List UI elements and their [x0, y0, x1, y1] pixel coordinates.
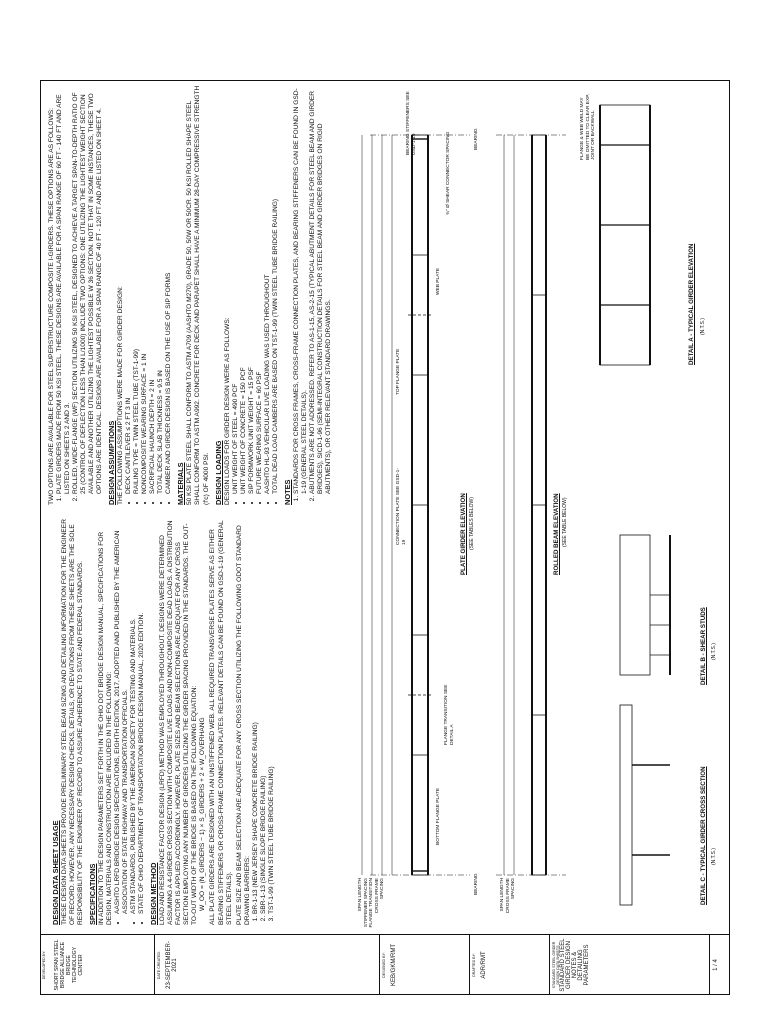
list-item: • TOTAL DEAD LOAD CAMBERS ARE BASED ON TST-1-99 (TWIN STEEL TUBE BRIDGE RAILING) — [272, 85, 280, 494]
method-text: LOAD AND RESISTANCE FACTOR DESIGN (LRFD) METHOD WAS EMPLOYED THROUGHOUT. DESIGNS WERE DETERMINED ASSUMING A 4-GIRDER CROSS SECTION WITH COMPOSITE LIVE LOADS AND NON-COMPOSITE DEAD LOADS. A DISTRIBUTION FACTOR IS APPLIED ACCORDINGLY. HOWEVER, PLATE SIZES AND BEAM SELECTIONS ARE ADEQUATE FOR ANY CROSS SECTION EMPLOYING ANY NUMBER OF GIRDERS UTILIZING THE GIRDER SPACING PROVIDED IN THE STANDARDS. THE OUT-TO-OUT WIDTH OF THE BRIDGE IS BASED ON THE FOLLOWING EQUATION: — [159, 520, 199, 925]
assumptions-heading: DESIGN ASSUMPTIONS — [107, 420, 117, 505]
detail-a-scale: (N.T.S.) — [700, 318, 706, 335]
rolled-beam-elevation-subtitle: (SEE TABLE BELOW) — [562, 497, 568, 547]
notes-list — [293, 85, 333, 505]
loading-intro: DESIGN LOADS FOR GIRDER DESIGN WERE AS FOLLOWS: — [223, 317, 231, 505]
dimension-label: STIFFENER SPACING — [363, 878, 369, 928]
notes-column — [48, 515, 348, 925]
sheet-number-cell: 1 / 4 — [713, 959, 719, 971]
railing-text: PLATE SIZE AND BEAM SELECTION ARE ADEQUATE FOR ANY CROSS SECTION UTILIZING THE FOLLOWING ODOT STANDARD DRAWING BARRIERS: — [235, 525, 251, 925]
sheet-title-line-2: NOTES & DETAILING PARAMETERS — [572, 944, 590, 986]
bearing-label: BEARING — [474, 128, 479, 150]
developer-cell: DEVELOPED BY: SHORT SPAN STEEL BRIDGE ALLIANCE BRIDGE TECHNOLOGY CENTER — [40, 935, 155, 995]
usage-heading: DESIGN DATA SHEET USAGE — [51, 820, 60, 925]
plate-girder-elevation — [350, 80, 500, 995]
dimension-label: CROSS FRAME SPACING — [505, 878, 517, 914]
shear-connector-label: ¾" Ø SHEAR CONNECTOR SPACING — [446, 131, 451, 215]
drafted-by: ADR/RMT — [481, 951, 487, 979]
assumptions-intro: THE FOLLOWING ASSUMPTIONS WERE MADE FOR GIRDER DESIGN: — [117, 286, 125, 505]
list-item: • RAILING TYPE = TWIN STEEL TUBE (TST-1-99) — [133, 85, 141, 494]
plate-girder-elevation-title: PLATE GIRDER ELEVATION — [460, 493, 467, 575]
list-item: 2. ABUTMENTS ARE NOT ADDRESSED. REFER TO AS-1-15, AS-2-15 (TYPICAL ABUTMENT DETAILS FOR STEEL BEAM AND GIRDER BRIDGES), SICD-1-96 (SEMI-INTEGRAL CONSTRUCTION DETAILS FOR STEEL BEAM AND GIRDER BRIDGES ON RIGID ABUTMENTS), OR OTHER RELEVANT STANDARD DRAWINGS. — [309, 85, 333, 494]
detail-c-scale: (N.T.S.) — [711, 848, 717, 865]
list-item: 2. ROLLED, WIDE-FLANGE (WF) SECTION UTILIZING 50 KSI STEEL, DESIGNED TO ACHIEVE A TARGET SPAN-TO-DEPTH RATIO OF 25 (CONTROL OF DEFLECTION LESS THAN L/1000) INCLUDE TWO OPTIONS: ONE UTILIZING THE LIGHTEST WEIGHT SECTION AVAILABLE AND ANOTHER UTILIZING THE LIGHTEST POSSIBLE W 36 SECTION. NOTE THAT IN SOME INSTANCES, THESE TWO OPTIONS ARE IDENTICAL. DESIGNS ARE AVAILABLE FOR A SPAN RANGE OF 40 FT - 120 FT AND ARE LISTED ON SHEET 4. — [72, 85, 104, 494]
detail-c-drawing — [600, 695, 700, 915]
developer-name-2: BRIDGE TECHNOLOGY CENTER — [66, 946, 84, 984]
list-item: • TOTAL DECK SLAB THICKNESS = 9.5 IN — [157, 85, 165, 494]
list-item: 1. PLATE GIRDERS MADE FROM 50 KSI STEEL. THESE DESIGNS ARE AVAILABLE FOR A SPAN RANGE OF 60 FT - 140 FT AND ARE LISTED ON SHEETS 2 AND 3. — [56, 85, 72, 494]
designed-by: KEB/GKM/RMT — [391, 944, 397, 987]
list-item: • DECK CANTILEVER ≤ 2 FT 3 IN — [125, 85, 133, 494]
dimension-label: SPAN LENGTH — [358, 878, 363, 912]
list-item: • STATE OF OHIO DEPARTMENT OF TRANSPORTATION BRIDGE DESIGN MANUAL, 2020 EDITION. — [138, 515, 146, 914]
method-heading: DESIGN METHOD — [149, 862, 159, 925]
top-flange-label: TOP FLANGE PLATE — [396, 348, 401, 395]
specs-heading: SPECIFICATIONS — [88, 863, 98, 925]
materials-heading: MATERIALS — [176, 462, 186, 505]
detail-b-scale: (N.T.S.) — [711, 643, 717, 660]
dimension-label: CROSS FRAME SPACING — [374, 878, 386, 914]
bottom-flange-label: BOTTOM FLANGE PLATE — [436, 787, 441, 845]
drafted-cell: DRAFTED BY: ADR/RMT — [470, 935, 550, 995]
width-equation: W_OO = (N_GIRDERS − 1) × S_GIRDERS + 2 × W_OVERHANG — [199, 717, 207, 911]
date-created: 23-SEPTEMBER-2021 — [166, 941, 178, 989]
list-item: • ASTM STANDARDS, PUBLISHED BY THE AMERICAN SOCIETY FOR TESTING AND MATERIALS. — [130, 515, 138, 914]
specs-intro: IN ADDITION TO THE DESIGN PARAMETERS SET FORTH IN THE OHIO DOT BRIDGE DESIGN MANUAL, SPECIFICATIONS FOR DESIGN, MATERIALS AND CONSTRUCTION ARE INCLUDED IN THE FOLLOWING: — [98, 531, 114, 925]
list-item: • NONCOMPOSITE WEARING SURFACE = 1 IN — [141, 85, 149, 494]
list-item: • UNIT WEIGHT OF STEEL = 490 PCF — [232, 85, 240, 494]
options-text: TWO OPTIONS ARE AVAILABLE FOR STEEL SUPERSTRUCTURE COMPOSITE I-GIRDERS. THESE OPTIONS ARE AS FOLLOWS: — [48, 108, 55, 505]
rotated-drawing-sheet — [40, 80, 730, 995]
list-item: • AASHTO HL-93 VEHICULAR LIVE LOADING WAS USED THROUGHOUT — [264, 85, 272, 494]
list-item: 3. TST-1-99 (TWIN STEEL TUBE BRIDGE RAILING) — [268, 515, 276, 914]
rolled-beam-elevation-title: ROLLED BEAM ELEVATION — [553, 493, 560, 575]
plates-text: ALL PLATE GIRDERS ARE DESIGNED WITH AN UNSTIFFENED WEB. ALL REQUIRED TRANSVERSE PLATES SERVE AS EITHER BEARING STIFFENERS OR CROSS-FRAME CONNECTION PLATES. RELEVANT DETAILS CAN BE FOUND ON GSD-1-19 (GENERAL STEEL DETAILS). — [209, 520, 233, 925]
deck-slab — [620, 535, 650, 675]
list-item: 2. SBR-1-13 (SINGLE SLOPE BRIDGE RAILING) — [260, 515, 268, 914]
notes-column-continued — [48, 85, 348, 505]
loading-heading: DESIGN LOADING — [213, 440, 223, 505]
detail-a-label: FLANGE & WEB WELD MAY BE OMITTED TO CLEAR EXP. JOINT OR BACKWALL — [580, 93, 597, 160]
dimension-label: SPAN LENGTH — [500, 878, 505, 912]
railing-list — [252, 515, 276, 925]
list-item: • SACRIFICIAL HAUNCH DEPTH = 2 IN — [149, 85, 157, 494]
specs-list — [114, 515, 146, 925]
detail-c-title: DETAIL C - TYPICAL GIRDER CROSS SECTION — [700, 766, 707, 905]
materials-text: 50 KSI PLATE STEEL SHALL CONFORM TO ASTM A709 (AASHTO M270), GRADE 50, 50W OR 50CR. 50 KSI ROLLED SHAPE STEEL SHALL CONFORM TO ASTM A992. CONCRETE FOR DECK AND PARAPET SHALL HAVE A MINIMUM 28-DAY COMPRESSIVE STRENGTH (f'c) OF 4000 PSI. — [186, 85, 210, 505]
developer-name-1: SHORT SPAN STEEL BRIDGE ALLIANCE — [54, 939, 66, 991]
bearing-label: BEARING — [474, 873, 479, 895]
sheet-title-cell: STANDARD STEEL GIRDER DESIGN DATA SHEETS STANDARD STEEL GIRDER DESIGN NOTES & DETAILING PARAMETERS — [550, 935, 710, 995]
notes-heading: NOTES — [282, 479, 292, 505]
assumptions-list — [125, 85, 173, 505]
detail-b-title: DETAIL B - SHEAR STUDS — [700, 607, 707, 685]
list-item: • AASHTO LRFD BRIDGE DESIGN SPECIFICATIONS, EIGHTH EDITION, 2017, ADOPTED AND PUBLISHED BY THE AMERICAN ASSOCIATION OF STATE HIGHWAY AND TRANSPORTATION OFFICIALS. — [114, 515, 130, 914]
bearing-stiffeners-label: BEARING STIFFENERS SEE GSD-1-19 — [406, 91, 417, 155]
girder-web-outline — [600, 105, 650, 365]
list-item: 1. STANDARDS FOR CROSS FRAMES, CROSS-FRAME CONNECTION PLATES, AND BEARING STIFFENERS CAN BE FOUND IN GSD-1-19 (GENERAL STEEL DETAILS). — [293, 85, 309, 494]
connection-plate-label: CONNECTION PLATE SEE GSD-1-19 — [396, 468, 407, 545]
flange-transition-label: FLANGE TRANSITION SEE DETAIL A — [444, 684, 455, 745]
list-item: • CAMBER AND GIRDER DESIGN IS BASED ON THE USE OF SIP FORMS — [165, 85, 173, 494]
loading-list — [232, 85, 280, 505]
list-item: • SIP FORMWORK UNIT WEIGHT = 15 PSF — [248, 85, 256, 494]
detail-b-drawing — [600, 495, 700, 695]
deck-section — [620, 705, 632, 905]
dimension-label: FLANGE TRANSITION — [369, 878, 375, 928]
list-item: 1. BR-1-13 (NEW JERSEY SHAPE CONCRETE BRIDGE RAILING) — [252, 515, 260, 914]
plate-girder-elevation-subtitle: (SEE TABLES BELOW) — [469, 497, 475, 550]
designed-cell: DESIGNED BY: KEB/GKM/RMT — [380, 935, 470, 995]
list-item: • FUTURE WEARING SURFACE = 60 PSF — [256, 85, 264, 494]
options-list — [56, 85, 104, 505]
usage-text: THESE DESIGN DATA SHEETS PROVIDE PRELIMINARY STEEL BEAM SIZING AND DETAILING INFORMATION FOR THE ENGINEER OF RECORD. HOWEVER, ANY NECESSARY DESIGN CHECKS, DETAILS, OR DEVIATIONS FROM THESE SHEETS ARE THE SOLE RESPONSIBILITY OF THE ENGINEER OF RECORD TO ASSURE ADHERENCE TO STATE AND FEDERAL STANDARDS. — [61, 519, 85, 925]
sheet-number: 1 — [713, 967, 719, 971]
date-cell: DATE CREATED: 23-SEPTEMBER-2021 — [155, 935, 380, 995]
detail-a-title: DETAIL A - TYPICAL GIRDER ELEVATION — [688, 243, 695, 365]
sheet-title-line-1: STANDARD STEEL GIRDER DESIGN — [560, 938, 572, 992]
web-plate-label: WEB PLATE — [436, 267, 441, 295]
sheet-total: 4 — [713, 959, 719, 963]
list-item: • UNIT WEIGHT OF CONCRETE = 150 PCF — [240, 85, 248, 494]
